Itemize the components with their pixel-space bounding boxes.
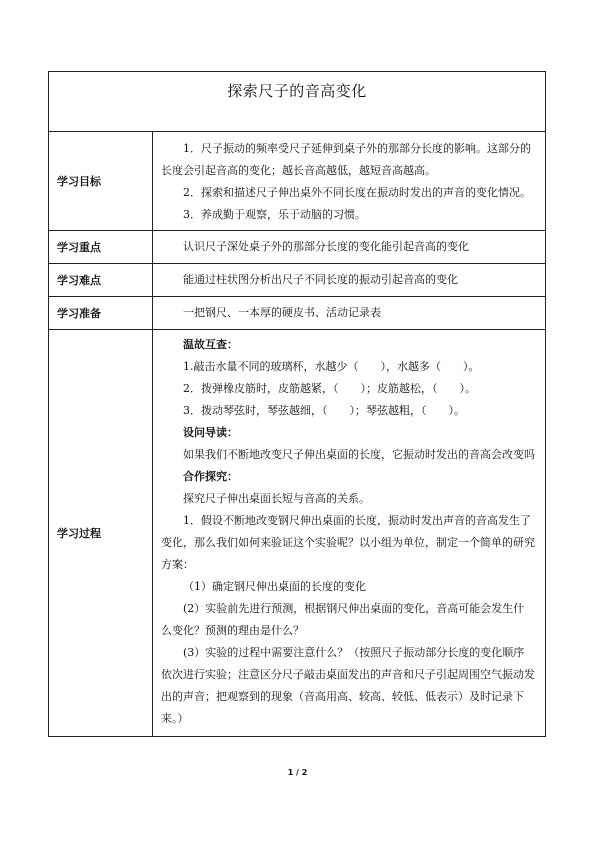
goals-label: 学习目标 [49,132,153,231]
focus-label: 学习重点 [49,231,153,264]
page-title: 探索尺子的音高变化 [227,82,367,100]
focus-text: 认识尺子深处桌子外的那部分长度的变化能引起音高的变化 [183,240,469,253]
focus-content [153,231,546,264]
prep-content [153,297,546,330]
difficulty-label: 学习难点 [49,264,153,297]
goal-item: 2．探索和描述尺子伸出桌外不同长度在振动时发出的声音的变化情况。 [183,186,531,199]
coop-heading: 合作探究： [183,470,238,483]
coop-item: 1．假设不断地改变钢尺伸出桌面的长度，振动时发出声音的音高发生了变化，那么我们如何来验证这个实验呢？以小组为单位，制定一个简单的研究方案： [161,514,535,571]
review-item: 2．拨弹橡皮筋时，皮筋越紧，（ ）；皮筋越松，（ ）。 [183,382,476,395]
guide-text: 如果我们不断地改变尺子伸出桌面的长度，它振动时发出的音高会改变吗 [183,448,535,461]
process-label: 学习过程 [49,330,153,737]
coop-item: 探究尺子伸出桌面长短与音高的关系。 [183,492,370,505]
title-cell [49,72,546,132]
goals-row [49,132,546,231]
difficulty-text: 能通过柱状图分析出尺子不同长度的振动引起音高的变化 [183,273,458,286]
review-item: 3．拨动琴弦时，琴弦越细，（ ）；琴弦越粗，（ ）。 [183,404,465,417]
coop-item: （1）确定钢尺伸出桌面的长度的变化 [183,580,366,593]
lesson-table [48,71,546,737]
prep-text: 一把钢尺、一本厚的硬皮书、活动记录表 [183,306,381,319]
prep-row [49,297,546,330]
prep-label: 学习准备 [49,297,153,330]
guide-heading: 设问导读： [183,426,238,439]
focus-row [49,231,546,264]
page-number: 1 / 2 [287,768,308,777]
review-item: 1.敲击水量不同的玻璃杯，水越少（ ），水越多（ ）。 [183,360,480,373]
review-heading: 温故互查： [183,338,238,351]
worksheet [48,71,545,737]
process-row [49,330,546,737]
coop-item: (3）实验的过程中需要注意什么？（按照尺子振动部分长度的变化顺序依次进行实验；注意区分尺子敲击桌面发出的声音和尺子引起周围空气振动发出的声音；把观察到的现象（音高用高、较高、较低、低表示）及时记录下来。） [161,646,535,725]
title-row [49,72,546,132]
process-content [153,330,546,737]
goal-item: 1．尺子振动的频率受尺子延伸到桌子外的那部分长度的影响。这部分的长度会引起音高的变化；越长音高越低，越短音高越高。 [161,142,531,177]
difficulty-row [49,264,546,297]
goal-item: 3．养成勤于观察，乐于动脑的习惯。 [183,208,366,221]
coop-item: (2）实验前先进行预测，根据钢尺伸出桌面的变化，音高可能会发生什么变化？预测的理由是什么？ [161,602,525,637]
goals-content [153,132,546,231]
difficulty-content [153,264,546,297]
